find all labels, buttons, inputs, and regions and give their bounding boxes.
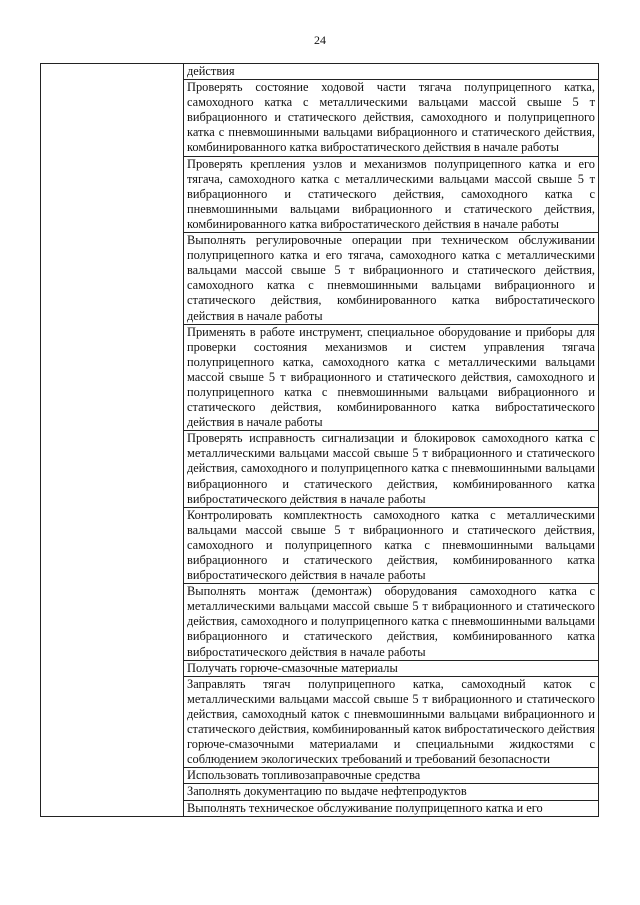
cell-text: Заправлять тягач полуприцепного катка, самоходный каток с металлическими вальцами массой свыше 5 т вибрационного и статического действия, самоходный каток с пневмошинными вальцами вибрационного и статического действия, комбинированный каток вибростатического действия горюче-смазочными материалами и специальными жидкостями с соблюдением экологических требований и требований безопасности [187, 676, 595, 767]
cell-text: Контролировать комплектность самоходного катка с металлическими вальцами массой свыше 5 т вибрационного и статического действия, самоходного и полуприцепного катка с пневмошинными вальцами вибрационного и статического действия, комбинированного катка вибростатического действия в начале работы [187, 507, 595, 583]
cell-text: Проверять исправность сигнализации и блокировок самоходного катка с металлическими вальцами массой свыше 5 т вибрационного и статического действия, самоходного и полуприцепного катка с пневмошинными вальцами вибрационного и статического действия, комбинированного катка вибростатического действия в начале работы [187, 431, 595, 506]
table-cell [184, 80, 599, 156]
table-row [41, 64, 599, 80]
left-empty-cell [41, 64, 184, 817]
cell-text: Заполнять документацию по выдаче нефтепродуктов [187, 784, 467, 799]
cell-text: Получать горюче-смазочные материалы [187, 660, 398, 675]
cell-text: действия [187, 64, 235, 78]
table-cell [184, 324, 599, 431]
table-cell [184, 64, 599, 80]
page-number: 24 [314, 33, 326, 47]
cell-text: Проверять крепления узлов и механизмов полуприцепного катка и его тягача, самоходного катка с металлическими вальцами массой свыше 5 т вибрационного и статического действия, самоходного катка с пневмошинными вальцами вибрационного и статического действия, комбинированного катка вибростатического действия в начале работы [187, 156, 595, 231]
cell-text: Использовать топливозаправочные средства [187, 768, 421, 783]
table-cell [184, 507, 599, 583]
table-cell [184, 233, 599, 325]
cell-text: Выполнять монтаж (демонтаж) оборудования самоходного катка с металлическими вальцами массой свыше 5 т вибрационного и статического действия, самоходного и полуприцепного катка с пневмошинными вальцами вибрационного и статического действия, комбинированного катка вибростатического действия в начале работы [187, 584, 595, 659]
table-cell [184, 156, 599, 232]
table-cell [184, 584, 599, 660]
table-cell [184, 431, 599, 507]
skills-table [40, 63, 599, 817]
cell-text: Применять в работе инструмент, специальное оборудование и приборы для проверки состояния механизмов и систем управления тягача полуприцепного катка, самоходного катка с металлическими вальцами массой свыше 5 т вибрационного и статического действия, самоходного и полуприцепного катка с пневмошинными вальцами вибрационного и статического действия, комбинированного катка вибростатического действия в начале работы [187, 324, 595, 430]
cell-text: Выполнять техническое обслуживание полуприцепного катка и его [187, 800, 543, 815]
table-cell [184, 660, 599, 676]
cell-text: Выполнять регулировочные операции при техническом обслуживании полуприцепного катка и его тягача, самоходного катка с металлическими вальцами массой свыше 5 т вибрационного и статического действия, самоходного катка с пневмошинными вальцами вибрационного и статического действия, комбинированного катка вибростатического действия в начале работы [187, 233, 595, 323]
cell-text: Проверять состояние ходовой части тягача полуприцепного катка, самоходного катка с металлическими вальцами массой свыше 5 т вибрационного и статического действия, самоходного и полуприцепного катка с пневмошинными вальцами вибрационного и статического действия, комбинированного катка вибростатического действия в начале работы [187, 80, 595, 155]
table-cell [184, 800, 599, 816]
table-cell [184, 676, 599, 768]
table-cell [184, 784, 599, 800]
table-cell [184, 768, 599, 784]
